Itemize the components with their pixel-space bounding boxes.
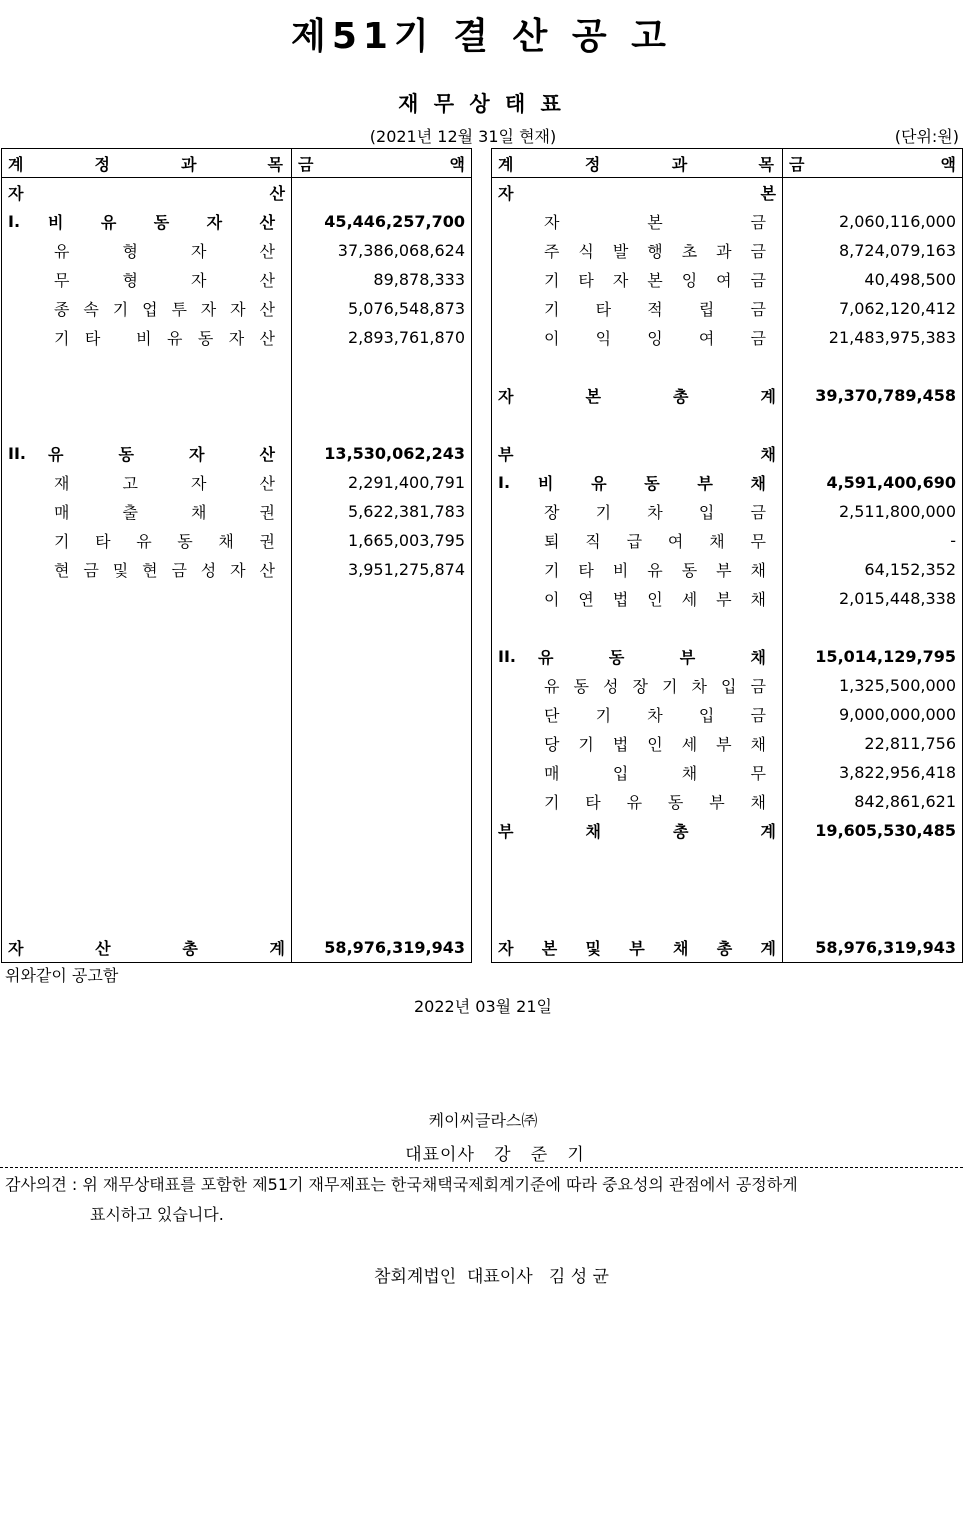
- amount-cell: 15,014,129,795: [815, 647, 956, 666]
- account-label: 부 채: [498, 445, 776, 464]
- account-cell: [2, 468, 292, 497]
- table-row: [492, 410, 963, 439]
- ceo-name: 대표이사 강 준 기: [405, 1145, 585, 1165]
- amount-cell: [292, 874, 472, 903]
- statement-title: 재 무 상 태 표: [398, 92, 565, 116]
- account-header: 계 정 과 목: [492, 149, 783, 178]
- right-header-row: [492, 149, 963, 178]
- amount-cell: [292, 613, 472, 642]
- table-row: [2, 903, 472, 932]
- table-row: [2, 236, 472, 265]
- table-row: [492, 236, 963, 265]
- table-row: [2, 671, 472, 700]
- account-label: 비 유 동 부 채: [538, 474, 766, 493]
- company-name: 케이씨글라스㈜: [428, 1111, 538, 1130]
- total-label: 자 본 및 부 채 총 계: [492, 932, 783, 963]
- account-cell: [2, 294, 292, 323]
- account-number: I.: [8, 212, 21, 231]
- account-cell: [492, 178, 783, 208]
- account-cell: [2, 613, 292, 642]
- table-row: [492, 816, 963, 845]
- amount-cell: -: [950, 531, 956, 550]
- table-row: [492, 584, 963, 613]
- table-row: [2, 584, 472, 613]
- table-row: [492, 642, 963, 671]
- amount-cell: [783, 903, 963, 932]
- amount-cell: 3,822,956,418: [838, 763, 956, 782]
- account-label: 매 입 채 무: [544, 764, 766, 783]
- table-row: [492, 526, 963, 555]
- account-cell: [492, 700, 783, 729]
- account-cell: [492, 439, 783, 468]
- table-row: [2, 874, 472, 903]
- account-cell: [492, 584, 783, 613]
- account-label: 퇴 직 급 여 채 무: [544, 532, 766, 551]
- amount-cell: [292, 584, 472, 613]
- table-row: [2, 729, 472, 758]
- account-cell: [2, 381, 292, 410]
- account-cell: [2, 410, 292, 439]
- amount-cell: [783, 439, 963, 468]
- table-row: [492, 178, 963, 208]
- account-label: 유 동 부 채: [538, 648, 766, 667]
- account-label: 자 본: [498, 184, 776, 203]
- amount-cell: 40,498,500: [864, 270, 956, 289]
- table-row: [492, 671, 963, 700]
- table-row: [492, 265, 963, 294]
- amount-cell: [292, 700, 472, 729]
- table-row: [492, 352, 963, 381]
- amount-cell: [292, 642, 472, 671]
- amount-cell: [783, 845, 963, 874]
- amount-cell: 45,446,257,700: [324, 212, 465, 231]
- account-cell: [2, 671, 292, 700]
- table-row: [2, 265, 472, 294]
- table-row: [2, 178, 472, 208]
- account-label: 현 금 및 현 금 성 자 산: [54, 561, 275, 580]
- account-cell: [492, 642, 783, 671]
- account-cell: [492, 613, 783, 642]
- amount-cell: [292, 758, 472, 787]
- account-label: 부 채 총 계: [498, 822, 776, 841]
- table-row: [492, 207, 963, 236]
- left-header-row: [2, 149, 472, 178]
- account-cell: [492, 352, 783, 381]
- account-number: I.: [498, 473, 511, 492]
- table-row: [2, 555, 472, 584]
- account-cell: [492, 265, 783, 294]
- account-label: 유 형 자 산: [54, 242, 275, 261]
- account-label: 종 속 기 업 투 자 자 산: [54, 300, 275, 319]
- account-cell: [492, 294, 783, 323]
- account-label: 기 타 유 동 부 채: [544, 793, 766, 812]
- amount-cell: 9,000,000,000: [838, 705, 956, 724]
- account-cell: [2, 555, 292, 584]
- account-label: 자 본 금: [544, 213, 766, 232]
- account-cell: [492, 787, 783, 816]
- notice-text: 위와같이 공고함: [5, 966, 119, 985]
- account-cell: [2, 584, 292, 613]
- table-row: [2, 439, 472, 468]
- auditor-name: 참회계법인 대표이사 김 성 균: [374, 1267, 609, 1287]
- account-cell: [492, 845, 783, 874]
- table-row: [2, 700, 472, 729]
- amount-cell: 21,483,975,383: [828, 328, 956, 347]
- account-cell: [492, 381, 783, 410]
- account-cell: [492, 729, 783, 758]
- table-row: [492, 294, 963, 323]
- table-row: [2, 352, 472, 381]
- account-label: 기 타 비 유 동 부 채: [544, 561, 766, 580]
- divider: [0, 1167, 963, 1168]
- amount-cell: [292, 381, 472, 410]
- amount-cell: 4,591,400,690: [826, 473, 956, 492]
- account-cell: [2, 758, 292, 787]
- table-row: [492, 729, 963, 758]
- account-cell: [2, 323, 292, 352]
- amount-cell: [292, 816, 472, 845]
- table-row: [2, 816, 472, 845]
- account-label: 유 동 성 장 기 차 입 금: [544, 677, 766, 696]
- audit-opinion-line2: 표시하고 있습니다.: [90, 1205, 224, 1224]
- amount-cell: [292, 729, 472, 758]
- account-label: 당 기 법 인 세 부 채: [544, 735, 766, 754]
- table-row: [2, 526, 472, 555]
- account-cell: [2, 236, 292, 265]
- account-cell: [492, 874, 783, 903]
- table-row: [492, 555, 963, 584]
- account-cell: [2, 352, 292, 381]
- assets-table: [1, 148, 472, 963]
- amount-cell: 5,622,381,783: [347, 502, 465, 521]
- account-cell: [2, 439, 292, 468]
- account-cell: [2, 700, 292, 729]
- account-label: 단 기 차 입 금: [544, 706, 766, 725]
- page-title: 제51기 결 산 공 고: [291, 16, 672, 57]
- amount-cell: 5,076,548,873: [347, 299, 465, 318]
- amount-cell: 37,386,068,624: [337, 241, 465, 260]
- table-row: [492, 613, 963, 642]
- amount-cell: 64,152,352: [864, 560, 956, 579]
- amount-cell: [292, 671, 472, 700]
- amount-cell: [783, 178, 963, 208]
- audit-opinion-line1: 감사의견 : 위 재무상태표를 포함한 제51기 재무제표는 한국채택국제회계기준에 따라 중요성의 관점에서 공정하게: [5, 1175, 798, 1194]
- table-row: [2, 207, 472, 236]
- table-row: [492, 903, 963, 932]
- amount-cell: 8,724,079,163: [838, 241, 956, 260]
- amount-cell: 842,861,621: [854, 792, 956, 811]
- table-row: [2, 497, 472, 526]
- account-cell: [492, 323, 783, 352]
- table-row: [492, 323, 963, 352]
- amount-cell: [783, 613, 963, 642]
- account-cell: [492, 526, 783, 555]
- amount-cell: [783, 874, 963, 903]
- amount-cell: 13,530,062,243: [324, 444, 465, 463]
- account-cell: [2, 903, 292, 932]
- account-cell: [2, 845, 292, 874]
- total-label: 자 산 총 계: [2, 932, 292, 963]
- account-label: 기 타 비 유 동 자 산: [54, 329, 275, 348]
- total-amount: 58,976,319,943: [815, 937, 956, 957]
- table-row: [492, 468, 963, 497]
- notice-date: 2022년 03월 21일: [414, 997, 552, 1016]
- table-row: [492, 758, 963, 787]
- account-label: 주 식 발 행 초 과 금: [544, 242, 766, 261]
- account-label: 재 고 자 산: [54, 474, 275, 493]
- account-cell: [492, 758, 783, 787]
- amount-cell: [292, 410, 472, 439]
- account-cell: [492, 497, 783, 526]
- account-cell: [492, 468, 783, 497]
- account-cell: [2, 526, 292, 555]
- table-row: [2, 410, 472, 439]
- amount-cell: 1,325,500,000: [838, 676, 956, 695]
- table-row: [2, 613, 472, 642]
- amount-cell: 89,878,333: [373, 270, 465, 289]
- left-total-row: [2, 932, 472, 963]
- account-label: 기 타 유 동 채 권: [54, 532, 275, 551]
- unit-label: (단위:원): [894, 127, 959, 146]
- table-row: [492, 439, 963, 468]
- amount-cell: 19,605,530,485: [815, 821, 956, 840]
- table-row: [2, 323, 472, 352]
- equity-liabilities-table: [491, 148, 963, 963]
- amount-header: 금 액: [292, 149, 472, 178]
- amount-cell: 7,062,120,412: [838, 299, 956, 318]
- table-row: [2, 758, 472, 787]
- amount-cell: 2,060,116,000: [838, 212, 956, 231]
- account-label: 매 출 채 권: [54, 503, 275, 522]
- amount-cell: 1,665,003,795: [347, 531, 465, 550]
- table-row: [2, 845, 472, 874]
- table-row: [492, 381, 963, 410]
- table-row: [2, 787, 472, 816]
- account-cell: [492, 236, 783, 265]
- account-cell: [492, 903, 783, 932]
- amount-header: 금 액: [783, 149, 963, 178]
- account-label: 이 연 법 인 세 부 채: [544, 590, 766, 609]
- account-header: 계 정 과 목: [2, 149, 292, 178]
- amount-cell: 3,951,275,874: [347, 560, 465, 579]
- table-row: [492, 497, 963, 526]
- account-label: 무 형 자 산: [54, 271, 275, 290]
- account-cell: [2, 178, 292, 208]
- account-cell: [2, 816, 292, 845]
- account-cell: [492, 207, 783, 236]
- account-label: 장 기 차 입 금: [544, 503, 766, 522]
- amount-cell: [292, 787, 472, 816]
- account-label: 이 익 잉 여 금: [544, 329, 766, 348]
- table-row: [2, 381, 472, 410]
- account-label: 자 산: [8, 184, 285, 203]
- table-row: [492, 874, 963, 903]
- account-cell: [2, 497, 292, 526]
- account-label: 기 타 자 본 잉 여 금: [544, 271, 766, 290]
- table-row: [2, 294, 472, 323]
- statement-date: (2021년 12월 31일 현재): [369, 127, 557, 146]
- table-row: [2, 642, 472, 671]
- account-cell: [2, 729, 292, 758]
- amount-cell: [292, 903, 472, 932]
- amount-cell: 2,291,400,791: [347, 473, 465, 492]
- table-row: [492, 845, 963, 874]
- amount-cell: [783, 410, 963, 439]
- account-cell: [2, 874, 292, 903]
- amount-cell: [292, 845, 472, 874]
- amount-cell: [292, 352, 472, 381]
- amount-cell: 22,811,756: [864, 734, 956, 753]
- amount-cell: 2,511,800,000: [838, 502, 956, 521]
- account-label: 기 타 적 립 금: [544, 300, 766, 319]
- account-cell: [2, 265, 292, 294]
- amount-cell: [292, 178, 472, 208]
- total-amount: 58,976,319,943: [324, 937, 465, 957]
- account-cell: [492, 671, 783, 700]
- account-cell: [492, 555, 783, 584]
- account-number: II.: [498, 647, 516, 666]
- amount-cell: 2,015,448,338: [838, 589, 956, 608]
- account-cell: [492, 410, 783, 439]
- account-label: 자 본 총 계: [498, 387, 776, 406]
- account-cell: [492, 816, 783, 845]
- amount-cell: [783, 352, 963, 381]
- amount-cell: 39,370,789,458: [815, 386, 956, 405]
- account-cell: [2, 787, 292, 816]
- account-label: 유 동 자 산: [48, 445, 275, 464]
- table-row: [492, 700, 963, 729]
- table-row: [492, 787, 963, 816]
- table-row: [2, 468, 472, 497]
- account-label: 비 유 동 자 산: [48, 213, 275, 232]
- amount-cell: 2,893,761,870: [347, 328, 465, 347]
- account-cell: [2, 207, 292, 236]
- account-cell: [2, 642, 292, 671]
- account-number: II.: [8, 444, 26, 463]
- right-total-row: [492, 932, 963, 963]
